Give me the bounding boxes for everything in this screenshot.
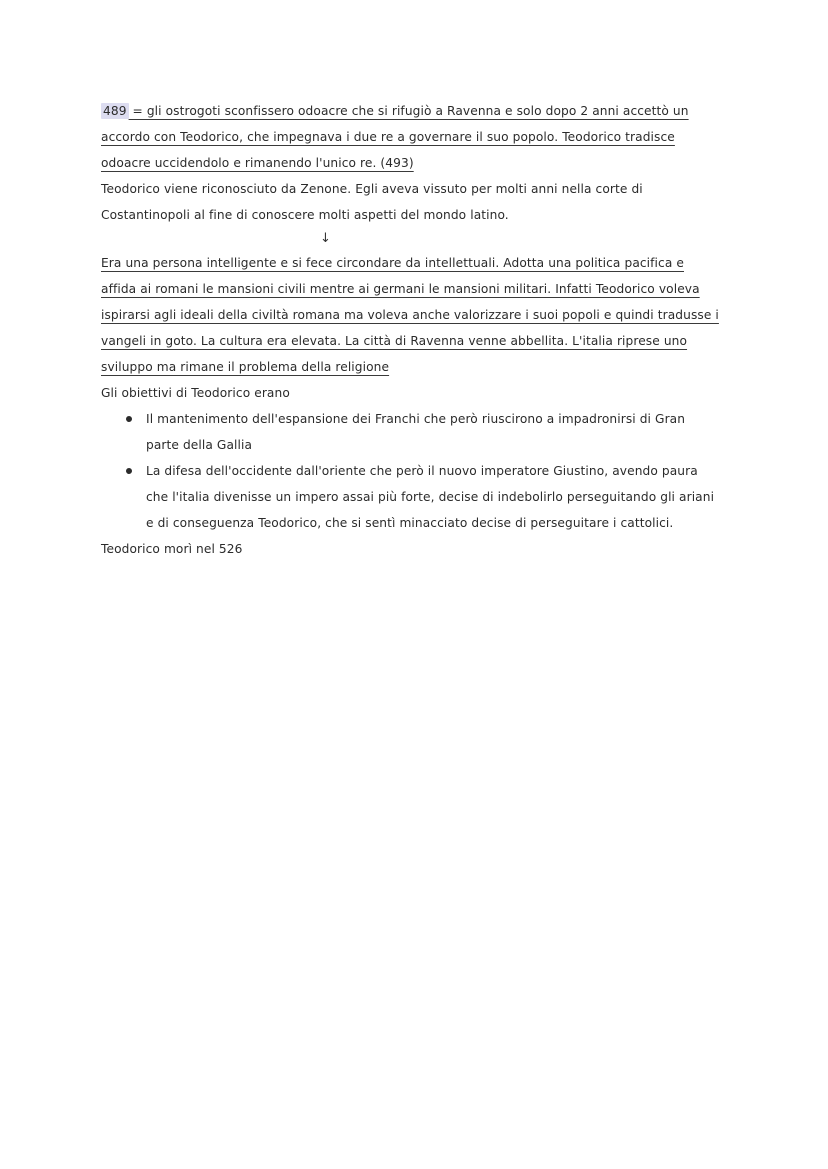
bullet-icon — [126, 468, 132, 474]
intro-text-3: odoacre uccidendolo e rimanendo l'unico re. (493) — [101, 156, 414, 170]
objective-item-1-line-1 — [101, 406, 731, 432]
policy-text-4: vangeli in goto. La cultura era elevata. La città di Ravenna venne abbellita. L'italia riprese uno — [101, 334, 688, 348]
intro-line-3 — [101, 150, 731, 176]
objective-item-1-text-1: Il mantenimento dell'espansione dei Franchi che però riuscirono a impadronirsi di Gran — [146, 412, 686, 426]
policy-text-5: sviluppo ma rimane il problema della religione — [101, 360, 390, 374]
objective-item-2-line-3: e di conseguenza Teodorico, che si sentì minacciato decise di perseguitare i cattolici. — [146, 516, 674, 530]
recognition-line-2: Costantinopoli al fine di conoscere molti aspetti del mondo latino. — [101, 208, 509, 222]
policy-line-3 — [101, 302, 731, 328]
intro-line-1 — [101, 98, 731, 124]
bullet-icon — [126, 416, 132, 422]
down-arrow-icon: ↓ — [320, 231, 331, 246]
handwritten-notes — [101, 98, 731, 562]
intro-text-2: accordo con Teodorico, che impegnava i due re a governare il suo popolo. Teodorico tradisce — [101, 130, 675, 144]
objective-item-2-text-1: La difesa dell'occidente dall'oriente che però il nuovo imperatore Giustino, avendo paura — [146, 464, 698, 478]
year-highlight: 489 — [103, 104, 127, 118]
intro-text-1: = gli ostrogoti sconfissero odoacre che si rifugiò a Ravenna e solo dopo 2 anni accettò un — [128, 104, 689, 118]
policy-text-1: Era una persona intelligente e si fece circondare da intellettuali. Adotta una politica pacifica e — [101, 256, 684, 270]
policy-text-2: affida ai romani le mansioni civili mentre ai germani le mansioni militari. Infatti Teodorico voleva — [101, 282, 700, 296]
objective-item-2-line-1 — [101, 458, 731, 484]
policy-text-3: ispirarsi agli ideali della civiltà romana ma voleva anche valorizzare i suoi popoli e quindi tradusse i — [101, 308, 719, 322]
objective-item-2-line-2: che l'italia divenisse un impero assai più forte, decise di indebolirlo perseguitando gli ariani — [146, 490, 715, 504]
policy-line-5 — [101, 354, 731, 380]
policy-line-4 — [101, 328, 731, 354]
policy-line-2 — [101, 276, 731, 302]
policy-line-1 — [101, 250, 731, 276]
recognition-line-1: Teodorico viene riconosciuto da Zenone. Egli aveva vissuto per molti anni nella corte di — [101, 182, 643, 196]
objective-item-1-line-2: parte della Gallia — [146, 438, 253, 452]
death-line: Teodorico morì nel 526 — [101, 542, 243, 556]
intro-line-2 — [101, 124, 731, 150]
objectives-heading: Gli obiettivi di Teodorico erano — [101, 386, 290, 400]
